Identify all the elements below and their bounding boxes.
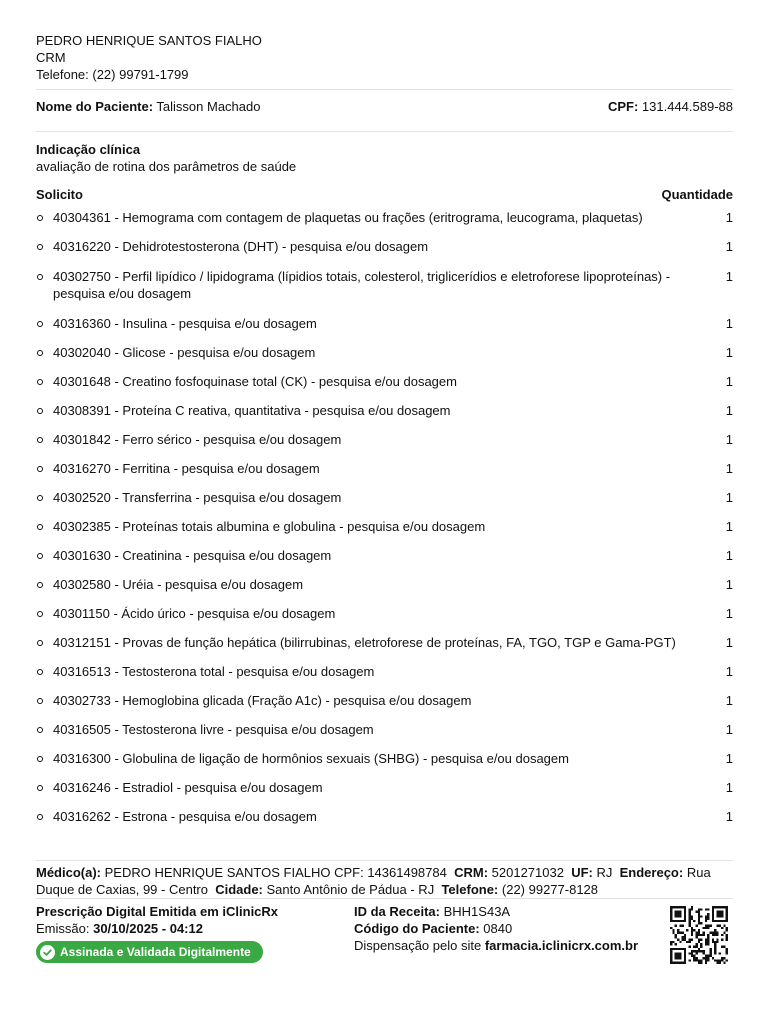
patient-cpf: 131.444.589-88	[641, 98, 733, 114]
telefone-value: (22) 99277-8128	[501, 882, 599, 897]
request-item-quantity: 1	[725, 374, 733, 389]
request-item-description: 40302040 - Glicose - pesquisa e/ou dosagem	[53, 345, 316, 360]
request-item-description: 40316220 - Dehidrotestosterona (DHT) - pesquisa e/ou dosagem	[53, 239, 429, 254]
bullet-icon	[37, 321, 43, 327]
bullet-icon	[37, 727, 43, 733]
request-item-description: 40302750 - Perfil lipídico / lipidograma (lípidios totais, colesterol, triglicerídios e eletroforese lipoproteínas) - pesquisa e/ou dosagem	[53, 269, 671, 301]
receipt-footer	[36, 898, 733, 968]
request-item	[36, 344, 733, 361]
request-item-quantity: 1	[725, 345, 733, 360]
emissao-label: Emissão:	[36, 921, 90, 936]
bullet-icon	[37, 669, 43, 675]
doctor-name: PEDRO HENRIQUE SANTOS FIALHO	[36, 33, 262, 48]
request-item-quantity: 1	[725, 548, 733, 563]
bullet-icon	[37, 379, 43, 385]
receipt-info	[354, 903, 684, 954]
bullet-icon	[37, 244, 43, 250]
request-item-description: 40316505 - Testosterona livre - pesquisa e/ou dosagem	[53, 722, 374, 737]
request-item-quantity: 1	[725, 606, 733, 621]
requests-list	[36, 209, 733, 825]
request-item-description: 40316300 - Globulina de ligação de hormônios sexuais (SHBG) - pesquisa e/ou dosagem	[53, 751, 569, 766]
doctor-crm: CRM	[36, 50, 66, 65]
patient-code: 0840	[483, 921, 513, 936]
qr-code-icon	[668, 906, 730, 964]
request-item-description: 40316270 - Ferritina - pesquisa e/ou dosagem	[53, 461, 320, 476]
request-item	[36, 238, 733, 255]
request-item	[36, 779, 733, 796]
request-item-quantity: 1	[725, 664, 733, 679]
divider	[36, 131, 733, 132]
request-item	[36, 605, 733, 622]
request-item-quantity: 1	[725, 269, 733, 284]
request-item	[36, 547, 733, 564]
request-item-quantity: 1	[725, 461, 733, 476]
bullet-icon	[37, 553, 43, 559]
patient-name-label: Nome do Paciente:	[36, 98, 154, 114]
request-item-quantity: 1	[725, 635, 733, 650]
dispensation-site-link[interactable]: farmacia.iclinicrx.com.br	[484, 938, 639, 953]
crm-label: CRM:	[454, 865, 489, 880]
request-item-description: 40308391 - Proteína C reativa, quantitativa - pesquisa e/ou dosagem	[53, 403, 451, 418]
check-circle-icon	[40, 945, 55, 960]
patient-name: Talisson Machado	[156, 98, 261, 114]
clinical-indication-title: Indicação clínica	[36, 142, 141, 157]
request-item	[36, 750, 733, 767]
clinical-indication-text: avaliação de rotina dos parâmetros de saúde	[36, 159, 297, 174]
bullet-icon	[37, 698, 43, 704]
bullet-icon	[37, 274, 43, 280]
request-item	[36, 489, 733, 506]
request-item	[36, 663, 733, 680]
request-item-description: 40312151 - Provas de função hepática (bilirrubinas, eletroforese de proteínas, FA, TGO, TGP e Gama-PGT)	[53, 635, 676, 650]
bullet-icon	[37, 495, 43, 501]
bullet-icon	[37, 466, 43, 472]
request-item-quantity: 1	[725, 403, 733, 418]
clinical-indication	[36, 141, 733, 175]
doctor-footer-text	[36, 861, 733, 898]
request-item	[36, 576, 733, 593]
request-item-quantity: 1	[725, 809, 733, 824]
bullet-icon	[37, 437, 43, 443]
receipt-id-label: ID da Receita:	[354, 904, 440, 919]
request-item	[36, 268, 733, 302]
patient-code-label: Código do Paciente:	[354, 921, 480, 936]
signed-badge-label: Assinada e Validada Digitalmente	[60, 944, 251, 959]
request-item-description: 40301842 - Ferro sérico - pesquisa e/ou dosagem	[53, 432, 342, 447]
requests-header-right: Quantidade	[661, 187, 733, 202]
request-item-quantity: 1	[725, 780, 733, 795]
request-item-quantity: 1	[725, 316, 733, 331]
request-item	[36, 431, 733, 448]
request-item-description: 40304361 - Hemograma com contagem de plaquetas ou frações (eritrograma, leucograma, plaquetas)	[53, 210, 643, 225]
request-item-quantity: 1	[725, 519, 733, 534]
doctor-header	[36, 32, 733, 83]
request-item-quantity: 1	[725, 210, 733, 225]
request-item-description: 40301648 - Creatino fosfoquinase total (CK) - pesquisa e/ou dosagem	[53, 374, 457, 389]
cidade-label: Cidade:	[215, 882, 263, 897]
dispensation-text: Dispensação pelo site	[354, 938, 482, 953]
requests-header-left: Solicito	[36, 187, 83, 202]
request-item	[36, 402, 733, 419]
divider	[36, 898, 733, 899]
request-item-description: 40302580 - Uréia - pesquisa e/ou dosagem	[53, 577, 304, 592]
telefone-label: Telefone:	[441, 882, 499, 897]
uf-label: UF:	[571, 865, 593, 880]
bullet-icon	[37, 785, 43, 791]
request-item-description: 40301630 - Creatinina - pesquisa e/ou dosagem	[53, 548, 332, 563]
patient-cpf-field	[608, 98, 733, 115]
bullet-icon	[37, 350, 43, 356]
bullet-icon	[37, 611, 43, 617]
request-item	[36, 518, 733, 535]
request-item-quantity: 1	[725, 693, 733, 708]
request-item	[36, 209, 733, 226]
request-item-description: 40316513 - Testosterona total - pesquisa e/ou dosagem	[53, 664, 375, 679]
endereco-label: Endereço:	[619, 865, 684, 880]
request-item	[36, 373, 733, 390]
bullet-icon	[37, 640, 43, 646]
prescription-page	[36, 32, 733, 837]
request-item-description: 40316246 - Estradiol - pesquisa e/ou dosagem	[53, 780, 323, 795]
medico-value: PEDRO HENRIQUE SANTOS FIALHO CPF: 14361498784	[104, 865, 447, 880]
request-item	[36, 721, 733, 738]
request-item	[36, 634, 733, 651]
doctor-footer	[36, 860, 733, 898]
receipt-id: BHH1S43A	[443, 904, 511, 919]
bullet-icon	[37, 524, 43, 530]
crm-value: 5201271032	[491, 865, 564, 880]
request-item-description: 40316360 - Insulina - pesquisa e/ou dosagem	[53, 316, 317, 331]
bullet-icon	[37, 408, 43, 414]
endereco-value: Rua Duque de Caxias, 99 - Centro	[36, 865, 711, 897]
medico-label: Médico(a):	[36, 865, 101, 880]
request-item-quantity: 1	[725, 751, 733, 766]
request-item-description: 40302733 - Hemoglobina glicada (Fração A1c) - pesquisa e/ou dosagem	[53, 693, 472, 708]
receipt-emission	[36, 903, 336, 963]
patient-cpf-label: CPF:	[607, 98, 639, 114]
uf-value: RJ	[596, 865, 613, 880]
request-item	[36, 692, 733, 709]
patient-name-field	[36, 98, 260, 115]
request-item-quantity: 1	[725, 722, 733, 737]
request-item-description: 40302520 - Transferrina - pesquisa e/ou dosagem	[53, 490, 342, 505]
request-item-description: 40301150 - Ácido úrico - pesquisa e/ou dosagem	[53, 606, 336, 621]
request-item-quantity: 1	[725, 432, 733, 447]
request-item-quantity: 1	[725, 239, 733, 254]
bullet-icon	[37, 756, 43, 762]
request-item-description: 40316262 - Estrona - pesquisa e/ou dosagem	[53, 809, 317, 824]
emissao-value: 30/10/2025 - 04:12	[93, 921, 203, 936]
request-item-quantity: 1	[725, 577, 733, 592]
request-item-quantity: 1	[725, 490, 733, 505]
request-item-description: 40302385 - Proteínas totais albumina e globulina - pesquisa e/ou dosagem	[53, 519, 486, 534]
signed-badge	[36, 941, 263, 963]
cidade-value: Santo Antônio de Pádua - RJ	[266, 882, 435, 897]
request-item	[36, 808, 733, 825]
bullet-icon	[37, 814, 43, 820]
request-item	[36, 315, 733, 332]
request-item	[36, 460, 733, 477]
bullet-icon	[37, 582, 43, 588]
requests-header	[36, 186, 733, 203]
receipt-title: Prescrição Digital Emitida em iClinicRx	[36, 904, 279, 919]
doctor-phone: Telefone: (22) 99791-1799	[36, 67, 189, 82]
patient-row	[36, 90, 733, 122]
bullet-icon	[37, 215, 43, 221]
